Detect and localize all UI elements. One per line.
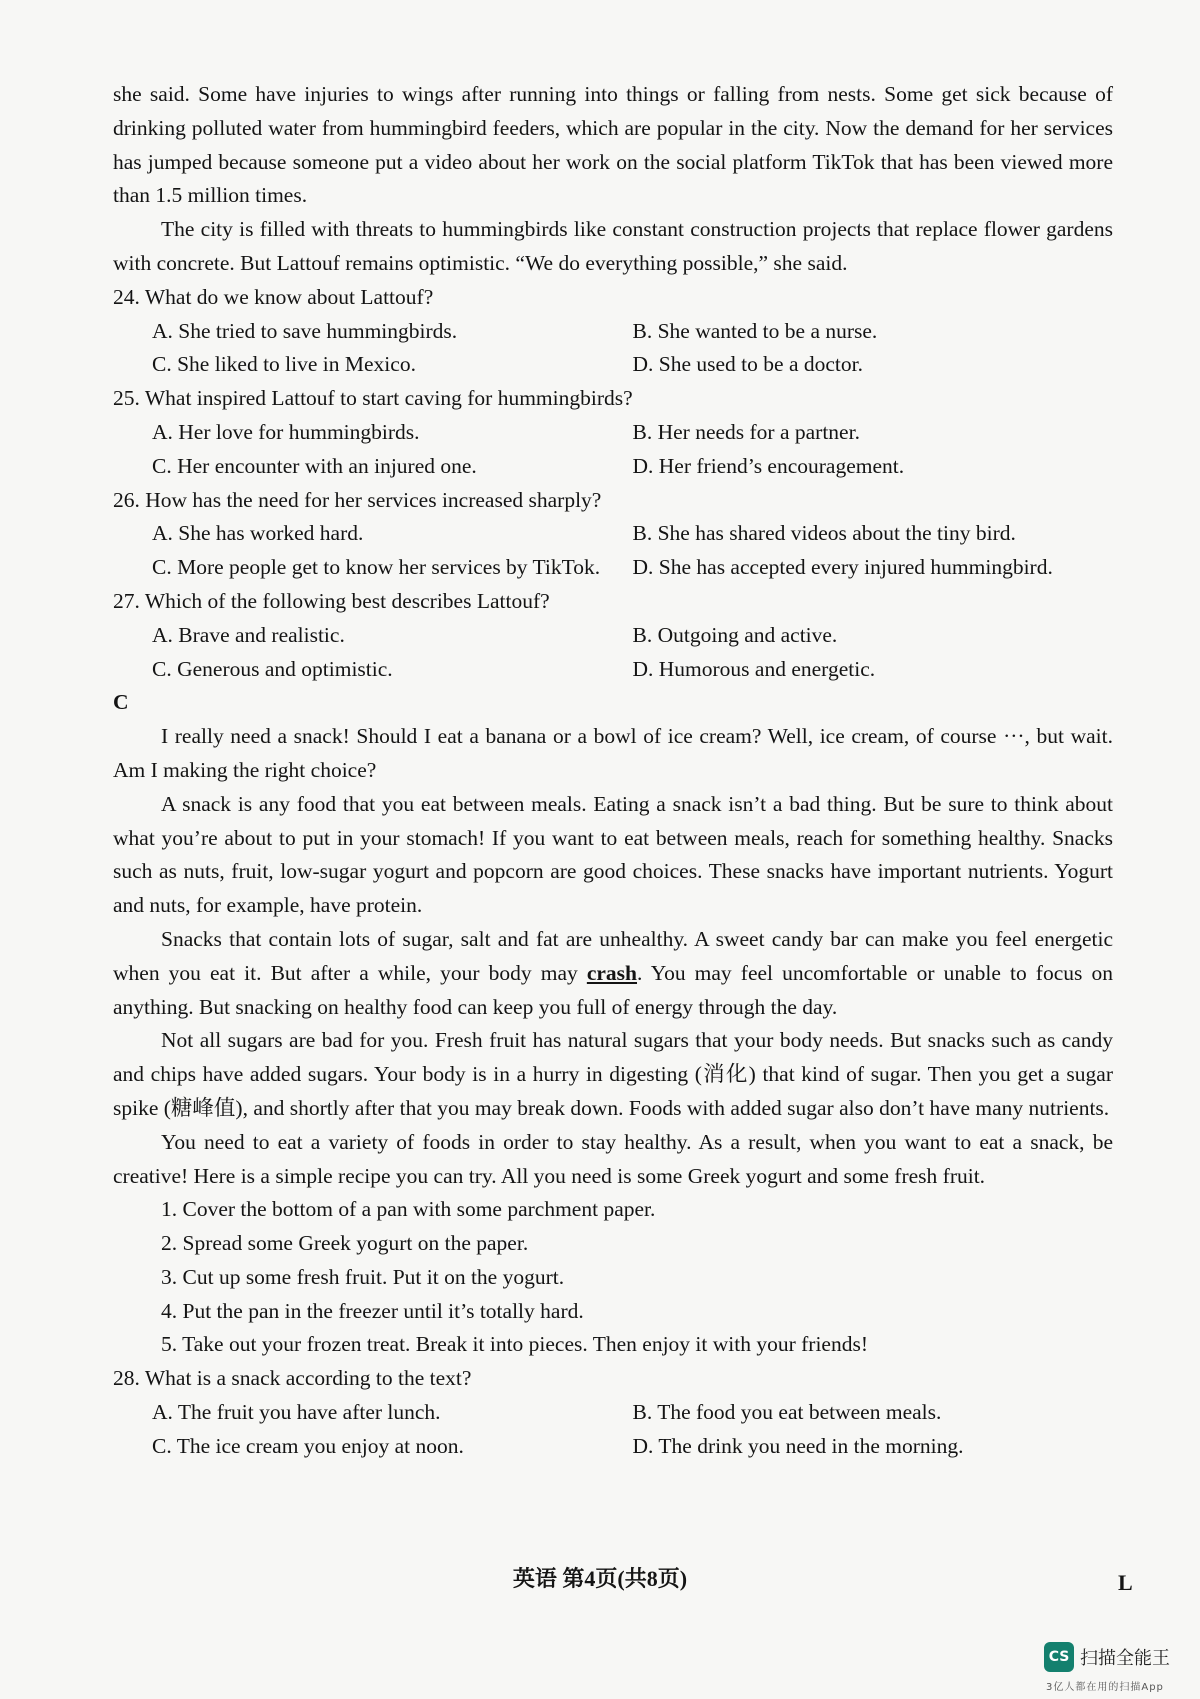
- recipe-step: 1. Cover the bottom of a pan with some parchment paper.: [161, 1197, 656, 1222]
- passage-c-paragraph-2: A snack is any food that you eat between meals. Eating a snack isn’t a bad thing. But be sure to think about what you’re about to put in your stomach! If you want to eat between meals, reach for something healthy. Snacks such as nuts, fruit, low-sugar yogurt and popcorn are good choices. These snacks have important nutrients. Yogurt and nuts, for example, have protein.: [113, 791, 1113, 918]
- question-28: [113, 1362, 1113, 1463]
- option-row: [152, 315, 1113, 349]
- question-27: [113, 585, 1113, 686]
- question-stem: 28. What is a snack according to the text?: [113, 1366, 472, 1391]
- option-a: A. She tried to save hummingbirds.: [152, 318, 458, 343]
- option-d: D. The drink you need in the morning.: [632, 1433, 964, 1458]
- recipe-step: 4. Put the pan in the freezer until it’s totally hard.: [161, 1298, 584, 1323]
- option-row: [152, 348, 1113, 382]
- option-c: C. More people get to know her services by TikTok.: [152, 555, 601, 580]
- scanner-tagline: 3亿人都在用的扫描App: [1046, 1682, 1164, 1693]
- passage-c-paragraph-1: I really need a snack! Should I eat a banana or a bowl of ice cream? Well, ice cream, of course ···, but wait. Am I making the right choice?: [113, 724, 1113, 782]
- question-stem: 25. What inspired Lattouf to start caving for hummingbirds?: [113, 386, 633, 411]
- recipe-step: 5. Take out your frozen treat. Break it into pieces. Then enjoy it with your friends!: [161, 1332, 869, 1357]
- option-row: [152, 517, 1113, 551]
- recipe-step: 3. Cut up some fresh fruit. Put it on the yogurt.: [161, 1264, 565, 1289]
- question-26: [113, 484, 1113, 585]
- paragraph-text: Snacks that contain lots of sugar, salt and fat are unhealthy. A sweet candy bar can make you feel energetic when you eat it. But after a while, your body may: [113, 926, 1113, 985]
- option-row: [152, 416, 1113, 450]
- question-24: [113, 281, 1113, 382]
- question-stem: 26. How has the need for her services increased sharply?: [113, 487, 602, 512]
- option-row: [152, 653, 1113, 687]
- option-d: D. She used to be a doctor.: [632, 352, 863, 377]
- option-row: [152, 450, 1113, 484]
- option-c: C. She liked to live in Mexico.: [152, 352, 416, 377]
- option-row: [152, 1430, 1113, 1464]
- question-25: [113, 382, 1113, 483]
- page-footer: 英语 第4页(共8页): [512, 1566, 688, 1591]
- option-a: A. She has worked hard.: [152, 521, 364, 546]
- corner-letter: L: [1118, 1570, 1133, 1595]
- option-b: B. The food you eat between meals.: [632, 1400, 942, 1425]
- option-row: [152, 619, 1113, 653]
- recipe-step: 2. Spread some Greek yogurt on the paper.: [161, 1231, 529, 1256]
- question-stem: 27. Which of the following best describes Lattouf?: [113, 588, 550, 613]
- option-a: A. The fruit you have after lunch.: [152, 1400, 441, 1425]
- option-a: A. Brave and realistic.: [152, 622, 345, 647]
- option-d: D. Her friend’s encouragement.: [632, 453, 905, 478]
- page-text: [113, 78, 1113, 1464]
- section-c-heading: C: [113, 690, 129, 715]
- underlined-word: crash: [586, 960, 638, 985]
- option-b: B. She has shared videos about the tiny bird.: [632, 521, 1016, 546]
- option-b: B. Her needs for a partner.: [632, 419, 860, 444]
- option-row: [152, 551, 1113, 585]
- option-c: C. Her encounter with an injured one.: [152, 453, 477, 478]
- option-c: C. Generous and optimistic.: [152, 656, 393, 681]
- option-d: D. Humorous and energetic.: [632, 656, 876, 681]
- passage-b-paragraph-1: she said. Some have injuries to wings after running into things or falling from nests. Some get sick because of drinking polluted water from hummingbird feeders, which are popular in the city. Now the demand for her services has jumped because someone put a video about her work on the social platform TikTok that has been viewed more than 1.5 million times.: [113, 82, 1113, 208]
- scanner-watermark: [1040, 1640, 1200, 1695]
- option-b: B. She wanted to be a nurse.: [632, 318, 878, 343]
- scanner-app-name: 扫描全能王: [1080, 1648, 1170, 1669]
- passage-c-paragraph-4: Not all sugars are bad for you. Fresh fruit has natural sugars that your body needs. But snacks such as candy and chips have added sugars. Your body is in a hurry in digesting (消化) that kind of sugar. Then you get a sugar spike (糖峰值), and shortly after that you may break down. Foods with added sugar also don’t have many nutrients.: [113, 1028, 1113, 1120]
- option-b: B. Outgoing and active.: [632, 622, 838, 647]
- paragraph-text: . You may feel uncomfortable or unable to focus on anything. But snacking on healthy food can keep you full of energy through the day.: [113, 960, 1113, 1019]
- passage-c-paragraph-5: You need to eat a variety of foods in order to stay healthy. As a result, when you want to eat a snack, be creative! Here is a simple recipe you can try. All you need is some Greek yogurt and some fresh fruit.: [113, 1129, 1113, 1188]
- passage-c-paragraph-3: [113, 923, 1113, 1024]
- option-a: A. Her love for hummingbirds.: [152, 419, 420, 444]
- question-stem: 24. What do we know about Lattouf?: [113, 284, 434, 309]
- recipe-steps: [113, 1193, 1113, 1362]
- option-row: [152, 1396, 1113, 1430]
- passage-b-paragraph-2: The city is filled with threats to hummingbirds like constant construction projects that replace flower gardens with concrete. But Lattouf remains optimistic. “We do everything possible,” she said.: [113, 217, 1113, 275]
- cs-logo-icon: CS: [1044, 1642, 1074, 1672]
- option-c: C. The ice cream you enjoy at noon.: [152, 1433, 464, 1458]
- option-d: D. She has accepted every injured hummingbird.: [632, 555, 1053, 580]
